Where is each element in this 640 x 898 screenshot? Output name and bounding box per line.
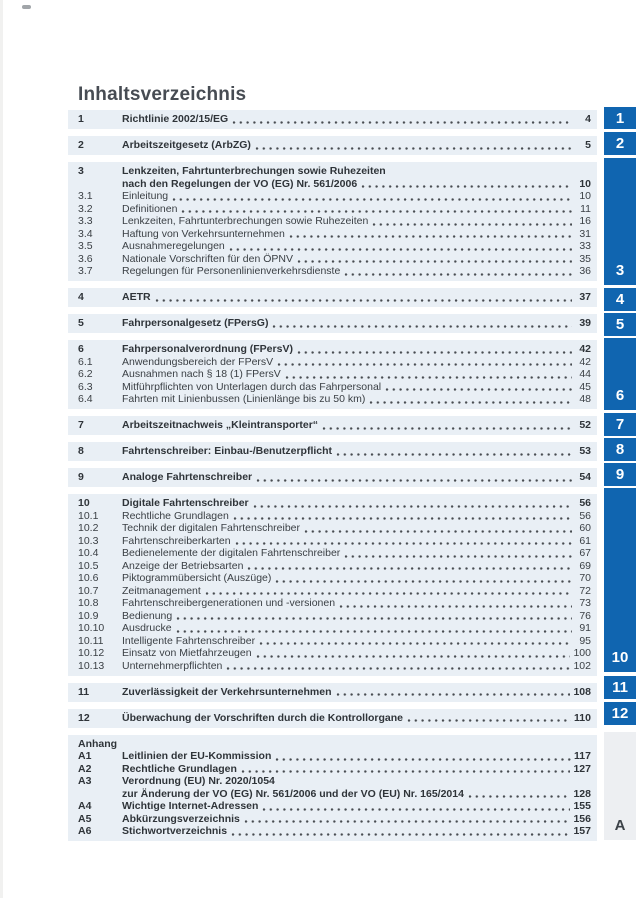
toc-entry-page-number: 67 [579, 547, 591, 559]
toc-entry-number: 3.5 [78, 240, 93, 252]
toc-entry-page-number: 73 [579, 597, 591, 609]
toc-entry-page-number: 70 [579, 572, 591, 584]
chapter-tab-4 [604, 288, 636, 311]
toc-entry-page-number: 69 [579, 559, 591, 572]
toc-entry-label: Stichwortverzeichnis [122, 825, 228, 837]
toc-entry [68, 240, 597, 253]
chapter-tab-label: 1 [615, 109, 625, 127]
chapter-tab-11 [604, 676, 636, 699]
toc-entry-page-number: 54 [579, 471, 591, 483]
toc-entry-number: A4 [78, 800, 92, 812]
dot-leader [241, 765, 571, 775]
toc-entry [68, 228, 597, 241]
toc-entry-page-number: 110 [574, 711, 591, 724]
toc-entry-number: 6.4 [78, 393, 93, 405]
toc-entry-number: 2 [78, 139, 84, 151]
toc-entry-label: Einsatz von Mietfahrzeugen [122, 647, 252, 659]
toc-entry-page-number: 45 [579, 380, 591, 393]
toc-entry-number: 6.3 [78, 380, 93, 393]
chapter-tab-label: 2 [615, 135, 625, 152]
toc-entry [68, 522, 597, 535]
toc-entry-label: Fahrten mit Linienbussen (Linienlänge bis zu 50 km) [122, 393, 366, 405]
toc-entry-label: Arbeitszeitgesetz (ArbZG) [122, 139, 251, 151]
toc-entry-label: Verordnung (EU) Nr. 2020/1054 [122, 775, 275, 787]
dot-leader [226, 662, 570, 672]
toc-entry-label: Zeitmanagement [122, 584, 201, 597]
toc-entry-number: 10.11 [78, 634, 104, 647]
toc-section [68, 494, 597, 676]
toc-entry-label: Richtlinie 2002/15/EG [122, 113, 229, 125]
dot-leader [468, 790, 571, 800]
toc-entry-number: 12 [78, 711, 90, 724]
page-title: Inhaltsverzeichnis [78, 84, 247, 105]
toc-entry-number: 6.2 [78, 368, 93, 380]
toc-entry-label: Einleitung [122, 190, 169, 202]
toc-entry-number: 10.6 [78, 572, 99, 584]
toc-entry [68, 215, 597, 228]
dot-leader [285, 371, 572, 381]
toc-entry [68, 750, 597, 763]
toc-entry-number: 8 [78, 445, 84, 457]
chapter-tab-10 [604, 488, 636, 672]
toc-section [68, 709, 597, 728]
toc-section [68, 288, 597, 307]
chapter-tab-label: 9 [615, 466, 625, 483]
dot-leader [181, 205, 572, 215]
toc-entry-number: 3.4 [78, 227, 93, 240]
toc-section [68, 468, 597, 487]
toc-entry [68, 356, 597, 369]
toc-entry-label: nach den Regelungen der VO (EG) Nr. 561/2006 [122, 177, 358, 190]
chapter-tab-label: 7 [615, 416, 625, 433]
toc-entry-page-number: 11 [580, 202, 591, 215]
dot-leader [176, 625, 572, 635]
chapter-tab-label: 6 [615, 387, 625, 404]
chapter-tab-label: 12 [611, 705, 629, 722]
chapter-tab-2 [604, 132, 636, 155]
dot-leader [155, 294, 572, 304]
toc-entry-number: 6 [78, 343, 84, 355]
toc-entry [68, 419, 597, 432]
toc-entry-page-number: 60 [579, 522, 591, 534]
toc-entry-page-number: 102 [573, 659, 591, 672]
toc-entry-label: Zuverlässigkeit der Verkehrsunternehmen [122, 685, 332, 698]
toc-entry-label: Fahrpersonalverordnung (FPersV) [122, 343, 293, 355]
toc-entry-page-number: 5 [585, 139, 591, 151]
toc-section [68, 110, 597, 129]
toc-entry [68, 317, 597, 330]
toc-entry-label: Unternehmerpflichten [122, 659, 223, 672]
toc-section [68, 683, 597, 702]
toc-entry-label: Abkürzungsverzeichnis [122, 812, 240, 825]
dot-leader [256, 650, 571, 660]
toc-entry-label: Anwendungsbereich der FPersV [122, 355, 274, 368]
toc-entry-number: A1 [78, 750, 92, 762]
toc-entry-number: 10.10 [78, 622, 105, 634]
toc-entry-label: Bedienung [122, 609, 173, 622]
toc-entry-page-number: 31 [579, 227, 591, 240]
toc-entry-label: Leitlinien der EU-Kommission [122, 750, 272, 762]
toc-entry-page-number: 117 [574, 750, 591, 762]
dot-leader [229, 243, 572, 253]
toc-entry [68, 738, 597, 751]
toc-entry [68, 393, 597, 406]
dot-leader [244, 815, 571, 825]
toc-entry-number: 5 [78, 317, 84, 329]
dot-leader [247, 562, 572, 572]
toc-entry-label: Definitionen [122, 202, 178, 215]
toc-entry [68, 813, 597, 826]
chapter-tab-6 [604, 338, 636, 410]
toc-entry-label: Arbeitszeitnachweis „Kleintransporter“ [122, 419, 319, 431]
toc-entry-page-number: 156 [573, 812, 591, 825]
dot-leader [407, 714, 571, 724]
toc-entry-label: Digitale Fahrtenschreiber [122, 497, 249, 509]
toc-entry-number: 10.12 [78, 647, 105, 659]
toc-entry [68, 343, 597, 356]
toc-entry-page-number: 4 [585, 113, 591, 125]
toc-entry-number: 7 [78, 419, 84, 431]
toc-entry-number: 10 [78, 497, 90, 509]
toc-entry-number: A5 [78, 812, 92, 825]
toc-entry-page-number: 53 [579, 445, 591, 457]
toc-entry [68, 535, 597, 548]
toc-entry [68, 635, 597, 648]
toc-section [68, 442, 597, 461]
toc-entry [68, 572, 597, 585]
chapter-tab-7 [604, 413, 636, 436]
toc-entry-page-number: 44 [579, 368, 591, 380]
scan-artifact [22, 5, 31, 9]
dot-leader [256, 474, 572, 484]
dot-leader [277, 358, 572, 368]
toc-entry [68, 190, 597, 203]
toc-entry-page-number: 72 [579, 584, 591, 597]
toc-entry-label: Fahrtenschreibergenerationen und -versionen [122, 597, 336, 609]
dot-leader [336, 448, 572, 458]
toc-entry-page-number: 52 [579, 419, 591, 431]
dot-leader [262, 803, 570, 813]
toc-entry-number: A2 [78, 762, 92, 775]
chapter-tab-12 [604, 702, 636, 725]
toc-entry [68, 560, 597, 573]
dot-leader [253, 500, 572, 510]
toc-entry [68, 139, 597, 152]
dot-leader [232, 116, 572, 126]
toc-entry-label: Fahrpersonalgesetz (FPersG) [122, 317, 269, 329]
toc-entry [68, 203, 597, 216]
dot-leader [385, 383, 572, 393]
toc-entry [68, 471, 597, 484]
toc-entry-number: 1 [78, 113, 84, 125]
toc-entry [68, 165, 597, 178]
dot-leader [235, 537, 572, 547]
dot-leader [272, 320, 572, 330]
toc-entry-label: Technik der digitalen Fahrtenschreiber [122, 522, 301, 534]
toc-entry-label: Piktogrammübersicht (Auszüge) [122, 572, 272, 584]
toc-entry-label: Ausnahmeregelungen [122, 240, 225, 252]
toc-entry [68, 597, 597, 610]
toc-entry [68, 265, 597, 278]
chapter-tab-9 [604, 463, 636, 486]
toc-section [68, 136, 597, 155]
toc-entry-page-number: 10 [579, 177, 591, 190]
dot-leader [172, 193, 572, 203]
toc-entry [68, 763, 597, 776]
toc-section [68, 340, 597, 409]
toc-entry [68, 381, 597, 394]
toc-section [68, 314, 597, 333]
toc-entry-page-number: 10 [579, 190, 591, 202]
toc-entry-page-number: 157 [573, 825, 591, 837]
toc-entry-page-number: 33 [579, 240, 591, 252]
toc-entry-label: Rechtliche Grundlagen [122, 509, 229, 522]
toc-entry-number: 11 [78, 685, 90, 698]
toc-entry-number: 3.3 [78, 215, 93, 227]
toc-entry-label: Nationale Vorschriften für den ÖPNV [122, 252, 294, 265]
toc-entry [68, 825, 597, 838]
toc-entry [68, 686, 597, 699]
chapter-tab-label: 3 [615, 262, 625, 279]
toc-entry-number: 4 [78, 291, 84, 303]
dot-leader [255, 142, 572, 152]
toc-entry-page-number: 108 [573, 685, 591, 698]
toc-entry-label: Bedienelemente der digitalen Fahrtenschreiber [122, 547, 341, 559]
dot-leader [339, 600, 572, 610]
toc-entry-page-number: 35 [579, 252, 591, 265]
toc-entry [68, 445, 597, 458]
toc-entry-page-number: 36 [579, 265, 591, 277]
chapter-tab-A [604, 732, 636, 840]
toc-entry-number: 10.5 [78, 559, 99, 572]
toc-entry-page-number: 76 [579, 609, 591, 622]
toc-entry-number: 3.7 [78, 265, 93, 277]
toc-entry-label: Überwachung der Vorschriften durch die Kontrollorgane [122, 711, 404, 724]
chapter-tab-8 [604, 438, 636, 461]
toc-entry-label: Ausdrucke [122, 622, 172, 634]
toc-entry-page-number: 16 [579, 215, 591, 227]
toc-entry [68, 253, 597, 266]
toc-entry-page-number: 127 [573, 762, 591, 775]
dot-leader [336, 688, 571, 698]
toc-entry-number: 10.7 [78, 584, 99, 597]
toc-entry-label: Regelungen für Personenlinienverkehrsdienste [122, 265, 341, 277]
toc-entry [68, 775, 597, 788]
dot-leader [205, 587, 572, 597]
toc-entry-label: Lenkzeiten, Fahrtunterbrechungen sowie Ruhezeiten [122, 165, 386, 177]
toc-entry-page-number: 155 [573, 800, 591, 812]
toc-entry [68, 291, 597, 304]
table-of-contents [68, 110, 597, 848]
chapter-tab-label: A [614, 817, 626, 834]
toc-entry-label: Fahrtenschreiberkarten [122, 534, 231, 547]
toc-entry [68, 547, 597, 560]
toc-entry-number: 10.1 [78, 509, 99, 522]
toc-entry-number: 3.1 [78, 190, 93, 202]
toc-entry-page-number: 48 [579, 393, 591, 405]
dot-leader [372, 218, 572, 228]
toc-entry-label: Lenkzeiten, Fahrtunterbrechungen sowie Ruhezeiten [122, 215, 369, 227]
toc-entry-number: 3 [78, 165, 84, 177]
toc-entry-number: 6.1 [78, 355, 93, 368]
toc-entry [68, 622, 597, 635]
toc-entry-number: 3.2 [78, 202, 93, 215]
toc-entry [68, 788, 597, 801]
toc-entry-label: Haftung von Verkehrsunternehmen [122, 227, 285, 240]
dot-leader [275, 753, 571, 763]
scan-page-edge [0, 0, 3, 898]
toc-entry-label: Anzeige der Betriebsarten [122, 559, 244, 572]
chapter-tab-3 [604, 158, 636, 285]
dot-leader [322, 422, 572, 432]
toc-entry-number: 9 [78, 471, 84, 483]
dot-leader [297, 346, 572, 356]
chapter-tab-label: 5 [615, 316, 625, 333]
toc-entry-number: 10.9 [78, 609, 99, 622]
dot-leader [369, 396, 572, 406]
toc-entry-page-number: 42 [579, 355, 591, 368]
toc-entry-number: 10.3 [78, 534, 99, 547]
toc-entry-label: Ausnahmen nach § 18 (1) FPersV [122, 368, 281, 380]
toc-entry-number: 10.2 [78, 522, 99, 534]
toc-section [68, 416, 597, 435]
toc-entry-page-number: 100 [573, 647, 591, 659]
chapter-tab-label: 4 [615, 291, 625, 308]
toc-entry [68, 647, 597, 660]
dot-leader [259, 637, 572, 647]
toc-entry [68, 368, 597, 381]
toc-entry-page-number: 37 [579, 291, 591, 303]
dot-leader [344, 550, 572, 560]
toc-section [68, 735, 597, 842]
toc-entry [68, 610, 597, 623]
toc-entry [68, 510, 597, 523]
toc-entry [68, 800, 597, 813]
toc-entry [68, 712, 597, 725]
dot-leader [275, 575, 572, 585]
dot-leader [304, 525, 572, 535]
chapter-tab-label: 8 [615, 441, 625, 458]
chapter-tab-5 [604, 313, 636, 336]
toc-entry-label: AETR [122, 291, 151, 303]
toc-entry-page-number: 128 [573, 787, 591, 800]
toc-entry-page-number: 61 [579, 534, 591, 547]
dot-leader [176, 612, 572, 622]
toc-entry-page-number: 39 [579, 317, 591, 329]
toc-section [68, 162, 597, 281]
chapter-tab-1 [604, 107, 636, 129]
toc-entry-page-number: 95 [579, 634, 591, 647]
toc-entry-number: 10.4 [78, 547, 99, 559]
toc-entry-page-number: 42 [579, 343, 591, 355]
toc-entry-number: 10.8 [78, 597, 99, 609]
toc-entry-page-number: 56 [579, 509, 591, 522]
chapter-tab-label: 10 [611, 649, 629, 666]
toc-entry-number: A3 [78, 775, 92, 787]
toc-entry-page-number: 91 [579, 622, 591, 634]
toc-entry [68, 497, 597, 510]
toc-entry [68, 178, 597, 191]
toc-entry-label: Rechtliche Grundlagen [122, 762, 237, 775]
toc-entry-label: Mitführpflichten von Unterlagen durch das Fahrpersonal [122, 380, 382, 393]
dot-leader [231, 828, 570, 838]
dot-leader [344, 268, 572, 278]
toc-entry [68, 660, 597, 673]
dot-leader [297, 255, 572, 265]
toc-entry-number: 10.13 [78, 659, 105, 672]
chapter-tab-label: 11 [612, 679, 628, 696]
toc-entry-label: Wichtige Internet-Adressen [122, 800, 259, 812]
toc-entry [68, 585, 597, 598]
toc-entry-number: 3.6 [78, 252, 93, 265]
dot-leader [289, 230, 572, 240]
dot-leader [361, 180, 572, 190]
toc-entry-page-number: 56 [579, 497, 591, 509]
toc-entry-label: Fahrtenschreiber: Einbau-/Benutzerpflicht [122, 445, 333, 457]
toc-entry-label: zur Änderung der VO (EG) Nr. 561/2006 und der VO (EU) Nr. 165/2014 [122, 787, 464, 800]
toc-entry-label: Intelligente Fahrtenschreiber [122, 634, 256, 647]
toc-entry-label: Analoge Fahrtenschreiber [122, 471, 253, 483]
toc-entry-number: Anhang [78, 737, 118, 750]
toc-entry-number: A6 [78, 825, 92, 837]
toc-entry [68, 113, 597, 126]
dot-leader [233, 512, 572, 522]
